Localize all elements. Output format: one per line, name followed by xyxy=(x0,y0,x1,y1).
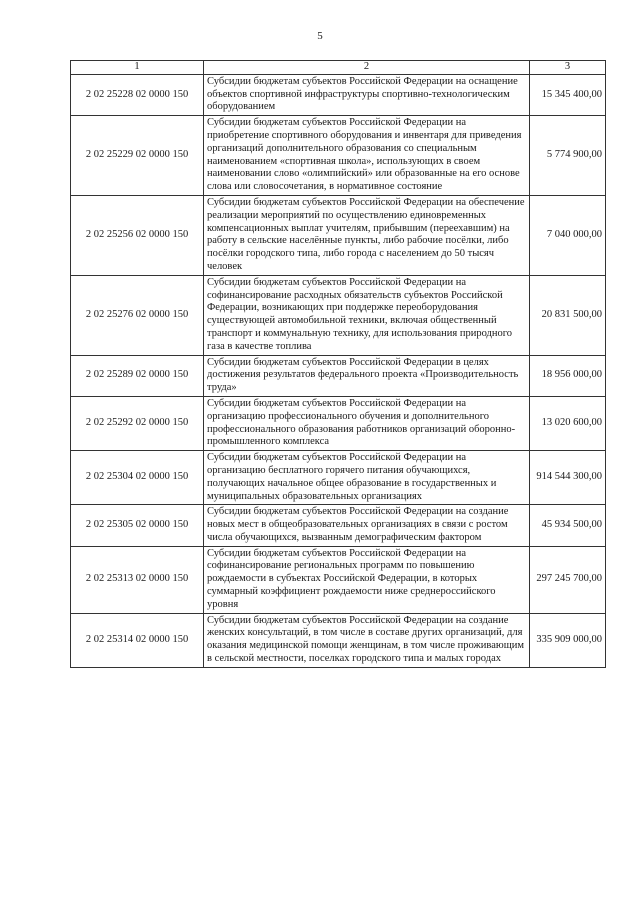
budget-code-cell: 2 02 25276 02 0000 150 xyxy=(71,275,204,355)
budget-code-cell: 2 02 25256 02 0000 150 xyxy=(71,195,204,275)
budget-code-cell: 2 02 25292 02 0000 150 xyxy=(71,396,204,450)
table-row xyxy=(71,116,606,196)
description-cell: Субсидии бюджетам субъектов Российской Федерации на приобретение спортивного оборудования и инвентаря для приведения организаций дополнительного образования со специальным наименованием «спортивная школа», использующих в своем наименовании слово «олимпийский» или образованные на его основе слова или словосочетания, в нормативное состояние xyxy=(204,116,530,196)
table-row xyxy=(71,546,606,613)
amount-cell: 13 020 600,00 xyxy=(530,396,606,450)
table-row xyxy=(71,275,606,355)
budget-code-cell: 2 02 25228 02 0000 150 xyxy=(71,74,204,115)
page-number: 5 xyxy=(317,30,323,42)
budget-code-cell: 2 02 25314 02 0000 150 xyxy=(71,613,204,667)
budget-code-cell: 2 02 25313 02 0000 150 xyxy=(71,546,204,613)
amount-cell: 914 544 300,00 xyxy=(530,451,606,505)
amount-cell: 297 245 700,00 xyxy=(530,546,606,613)
table-row xyxy=(71,74,606,115)
amount-cell: 18 956 000,00 xyxy=(530,355,606,396)
budget-table xyxy=(70,60,606,668)
description-cell: Субсидии бюджетам субъектов Российской Федерации на оснащение объектов спортивной инфраструктуры спортивно-технологическим оборудованием xyxy=(204,74,530,115)
amount-cell: 7 040 000,00 xyxy=(530,195,606,275)
description-cell: Субсидии бюджетам субъектов Российской Федерации на софинансирование региональных программ по повышению рождаемости в субъектах Российской Федерации, в которых суммарный коэффициент рождаемости ниже среднероссийского уровня xyxy=(204,546,530,613)
amount-cell: 5 774 900,00 xyxy=(530,116,606,196)
amount-cell: 20 831 500,00 xyxy=(530,275,606,355)
budget-code-cell: 2 02 25229 02 0000 150 xyxy=(71,116,204,196)
table-row xyxy=(71,613,606,667)
budget-code-cell: 2 02 25305 02 0000 150 xyxy=(71,505,204,546)
description-cell: Субсидии бюджетам субъектов Российской Федерации на софинансирование расходных обязательств субъектов Российской Федерации, возникающих при поддержке переоборудования существующей автомобильной техники, включая общественный транспорт и коммунальную технику, для использования природного газа в качестве топлива xyxy=(204,275,530,355)
table-row xyxy=(71,505,606,546)
description-cell: Субсидии бюджетам субъектов Российской Федерации на создание женских консультаций, в том числе в составе других организаций, для оказания медицинской помощи женщинам, в том числе проживающим в сельской местности, поселках городского типа и малых городах xyxy=(204,613,530,667)
description-cell: Субсидии бюджетам субъектов Российской Федерации на создание новых мест в общеобразовательных организациях в связи с ростом числа обучающихся, вызванным демографическим фактором xyxy=(204,505,530,546)
description-cell: Субсидии бюджетам субъектов Российской Федерации на организацию бесплатного горячего питания обучающихся, получающих начальное общее образование в государственных и муниципальных образовательных организациях xyxy=(204,451,530,505)
amount-cell: 15 345 400,00 xyxy=(530,74,606,115)
table-row xyxy=(71,195,606,275)
table-row xyxy=(71,355,606,396)
amount-cell: 335 909 000,00 xyxy=(530,613,606,667)
column-header-1: 1 xyxy=(71,61,204,75)
description-cell: Субсидии бюджетам субъектов Российской Федерации на обеспечение реализации мероприятий по осуществлению единовременных компенсационных выплат учителям, прибывшим (переехавшим) на работу в сельские населённые пункты, либо рабочие посёлки, либо посёлки городского типа, либо города с населением до 50 тысяч человек xyxy=(204,195,530,275)
table-row xyxy=(71,396,606,450)
description-cell: Субсидии бюджетам субъектов Российской Федерации на организацию профессионального обучения и дополнительного профессионального образования работников организаций оборонно-промышленного комплекса xyxy=(204,396,530,450)
column-header-2: 2 xyxy=(204,61,530,75)
amount-cell: 45 934 500,00 xyxy=(530,505,606,546)
description-cell: Субсидии бюджетам субъектов Российской Федерации в целях достижения результатов федерального проекта «Производительность труда» xyxy=(204,355,530,396)
column-header-3: 3 xyxy=(530,61,606,75)
budget-code-cell: 2 02 25304 02 0000 150 xyxy=(71,451,204,505)
table-header-row xyxy=(71,61,606,75)
budget-code-cell: 2 02 25289 02 0000 150 xyxy=(71,355,204,396)
table-row xyxy=(71,451,606,505)
